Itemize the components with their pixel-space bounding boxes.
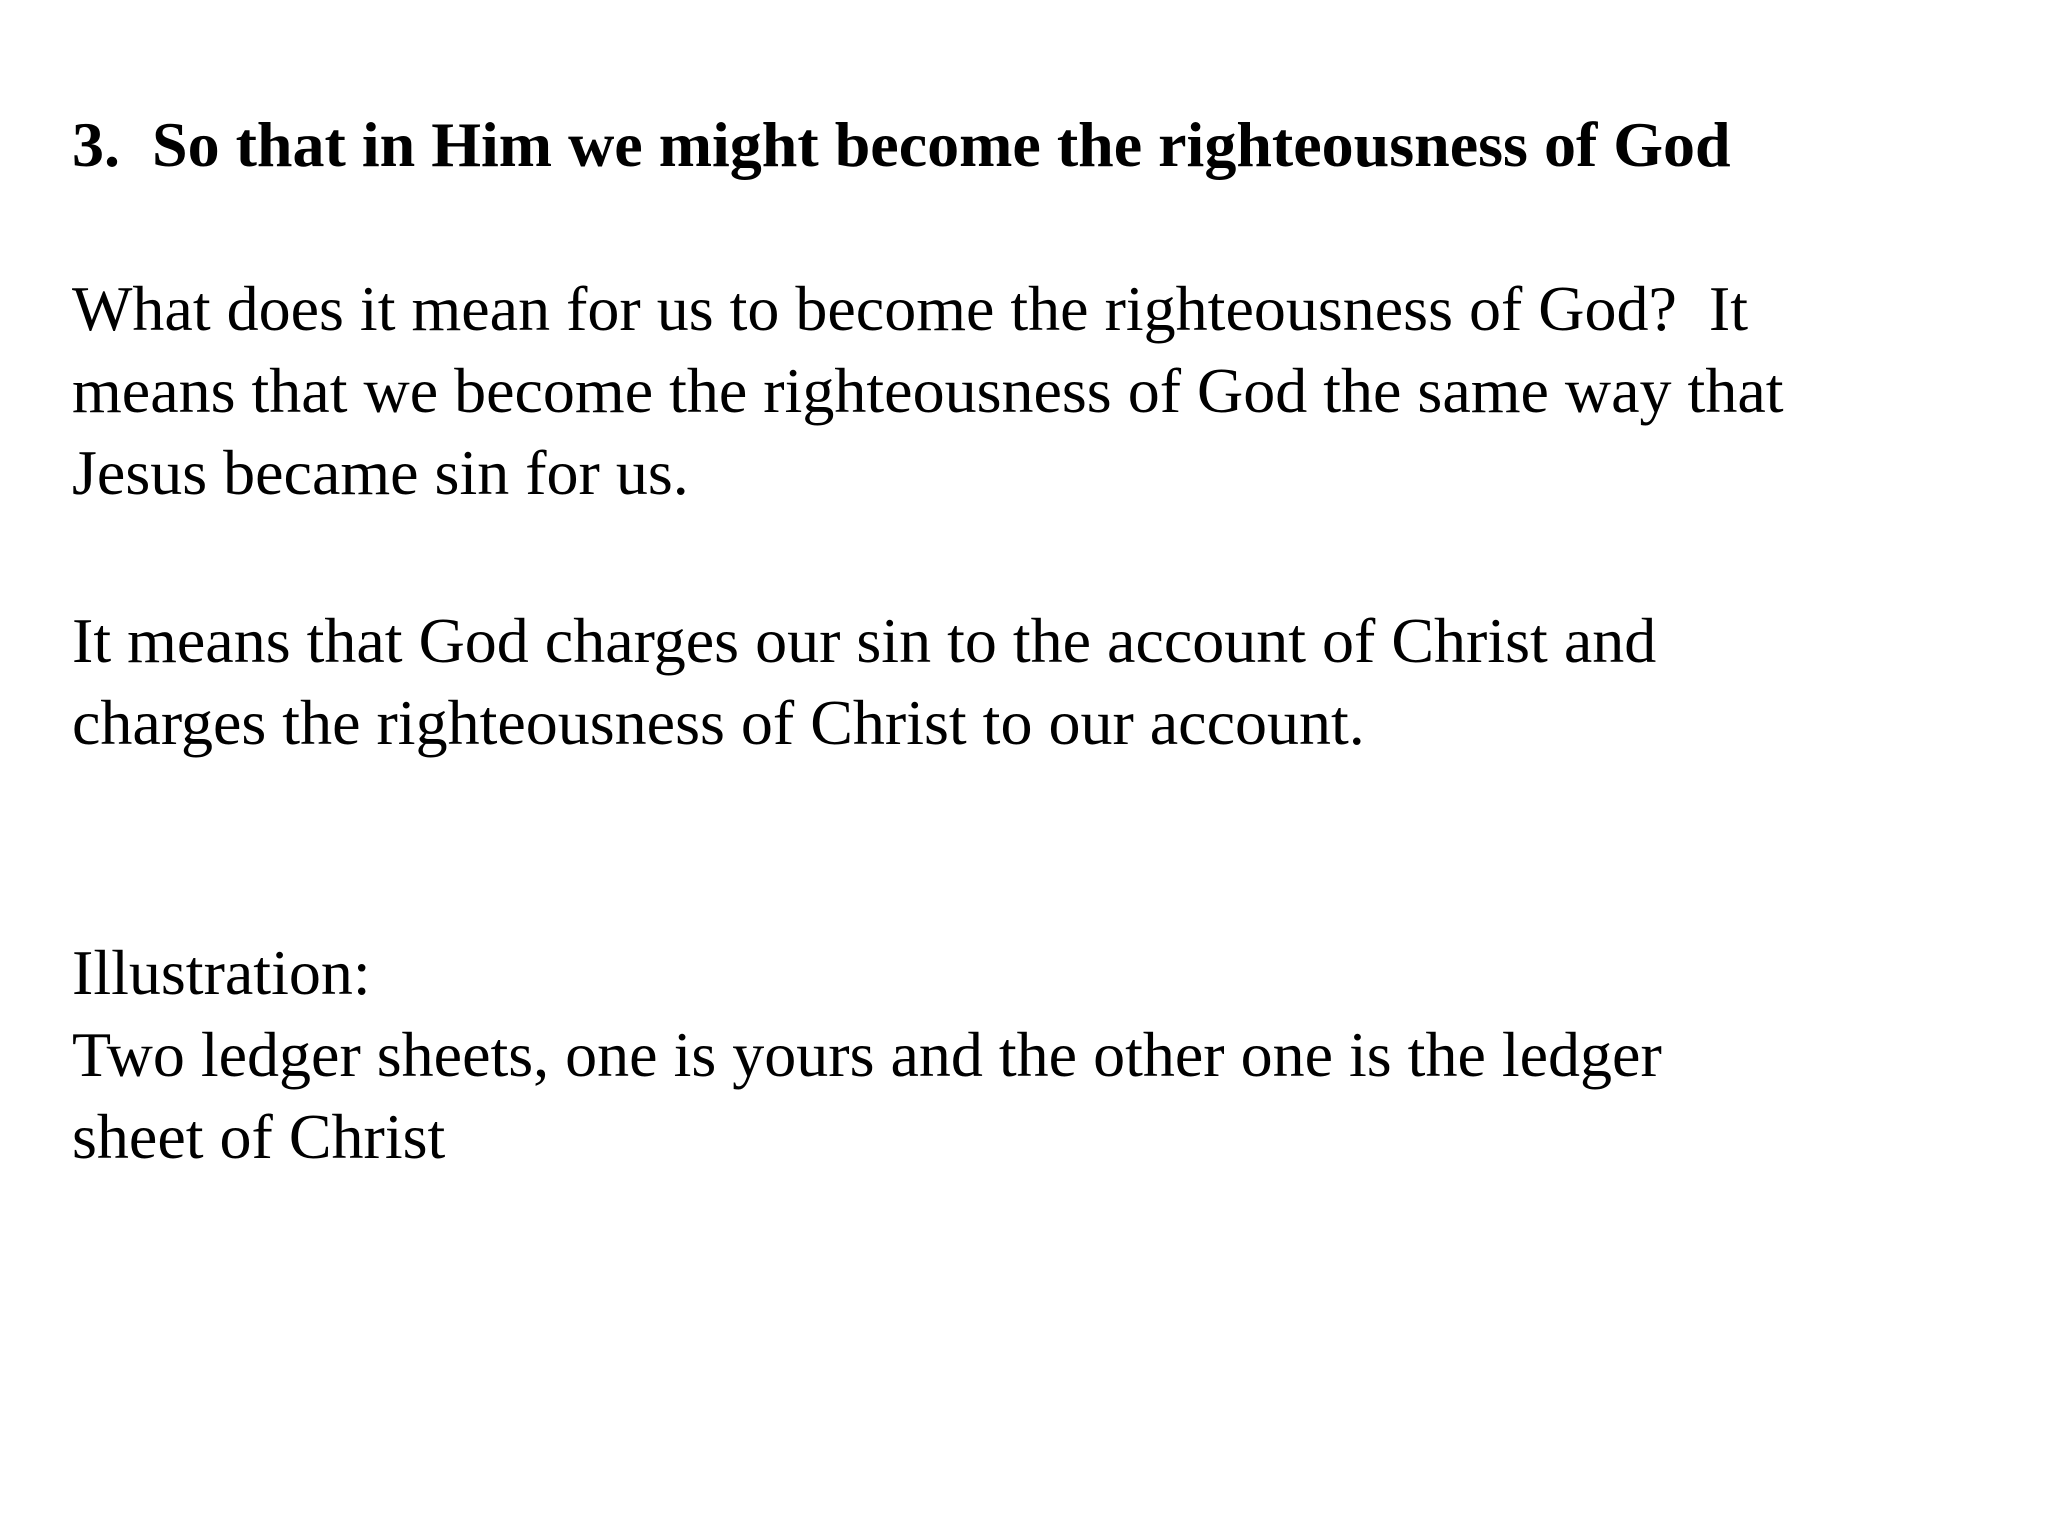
- paragraph-line: What does it mean for us to become the righteousness of God? It: [72, 273, 1748, 344]
- illustration-block: [72, 932, 2032, 1178]
- paragraph-line: It means that God charges our sin to the account of Christ and: [72, 605, 1657, 676]
- paragraph-line: charges the righteousness of Christ to our account.: [72, 687, 1365, 758]
- paragraph-meaning: [72, 268, 2032, 514]
- paragraph-line: Jesus became sin for us.: [72, 437, 689, 508]
- slide-heading: 3. So that in Him we might become the righteousness of God: [72, 109, 1731, 180]
- illustration-line: Two ledger sheets, one is yours and the other one is the ledger: [72, 1019, 1662, 1090]
- paragraph-account: [72, 600, 2032, 764]
- illustration-line: sheet of Christ: [72, 1101, 446, 1172]
- illustration-label: Illustration:: [72, 937, 371, 1008]
- paragraph-line: means that we become the righteousness of God the same way that: [72, 355, 1784, 426]
